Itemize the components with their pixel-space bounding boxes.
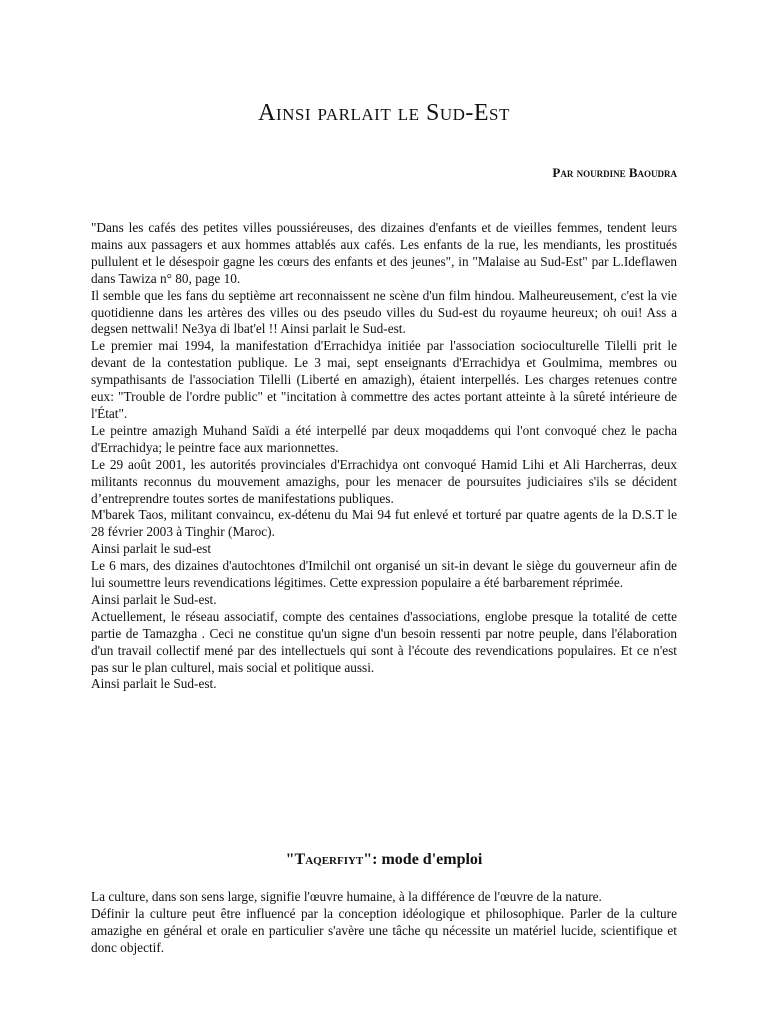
section-title	[0, 849, 768, 871]
paragraph: Ainsi parlait le Sud-est.	[91, 591, 217, 607]
author-byline: Par nourdine Baoudra	[552, 165, 677, 180]
section-title-rest: ": mode d'emploi	[363, 851, 483, 868]
paragraph: Le premier mai 1994, la manifestation d'Errachidya initiée par l'association socioculturelle Tilelli prit le devant de la contestation publique. Le 3 mai, sept enseignants d'Errachidya et Goulmima, membres ou sympathisants de l'association Tilelli (Liberté en amazigh), étaient interpellés. Les charges retenues contre eux: "Trouble de l'ordre public" et "incitation à commettre des actes portant atteinte à la sûreté intérieure de l'État".	[91, 338, 677, 421]
paragraph: Ainsi parlait le sud-est	[91, 541, 212, 557]
paragraph: Le peintre amazigh Muhand Saïdi a été interpellé par deux moqaddems qui l'ont convoqué chez le pacha d'Errachidya; le peintre face aux marionnettes.	[91, 422, 677, 455]
section-body	[91, 888, 677, 956]
paragraph: Le 6 mars, des dizaines d'autochtones d'Imilchil ont organisé un sit-in devant le siège du gouverneur afin de lui soumettre leurs revendications légitimes. Cette expression populaire a été barbarement réprimée.	[91, 558, 677, 591]
page-title: Ainsi parlait le Sud-Est	[258, 100, 510, 126]
paragraph: M'barek Taos, militant convaincu, ex-détenu du Mai 94 fut enlevé et torturé par quatre agents de la D.S.T le 28 février 2003 à Tinghir (Maroc).	[91, 507, 677, 540]
paragraph: Il semble que les fans du septième art reconnaissent ne scène d'un film hindou. Malheureusement, c'est la vie quotidienne dans les artères des villes ou des pseudo villes du Sud-est du royaume heureux; oh oui! Ass a degsen nettwali! Ne3ya di lbat'el !! Ainsi parlait le Sud-est.	[91, 287, 677, 337]
paragraph: Actuellement, le réseau associatif, compte des centaines d'associations, englobe presque la totalité de cette partie de Tamazgha . Ceci ne constitue qu'un signe d'un besoin ressenti par notre peuple, dans l'élaboration d'un travail collectif mené par des intellectuels qui sont à l'écoute des revendications populaires. Et ce n'est pas sur le plan culturel, mais social et politique aussi.	[91, 608, 677, 675]
paragraph: La culture, dans son sens large, signifie l'œuvre humaine, à la différence de l'œuvre de la nature.	[91, 889, 602, 904]
article-body	[91, 220, 677, 693]
paragraph: Ainsi parlait le Sud-est.	[91, 676, 217, 692]
section-title-quote: "	[285, 851, 295, 868]
paragraph: "Dans les cafés des petites villes poussiéreuses, des dizaines d'enfants et de vieilles femmes, tendent leurs mains aux passagers et aux hommes attablés aux cafés. Les enfants de la rue, les mendiants, les prostitués pullulent et le désespoir gagne les cœurs des enfants et des jeunes", in "Malaise au Sud-Est" par L.Ideflawen dans Tawiza n° 80, page 10.	[91, 220, 677, 286]
paragraph: Le 29 août 2001, les autorités provinciales d'Errachidya ont convoqué Hamid Lihi et Ali Harcherras, deux militants reconnus du mouvement amazighs, pour les menacer de poursuites judiciaires s'ils se décident d’entreprendre toutes sortes de manifestations publiques.	[91, 456, 677, 506]
paragraph: Définir la culture peut être influencé par la conception idéologique et philosophique. Parler de la culture amazighe en général et orale en particulier s'avère une tâche qu nécessite un matériel lucide, scientifique et donc objectif.	[91, 906, 677, 955]
section-title-word: Taqerfiyt	[294, 851, 364, 868]
